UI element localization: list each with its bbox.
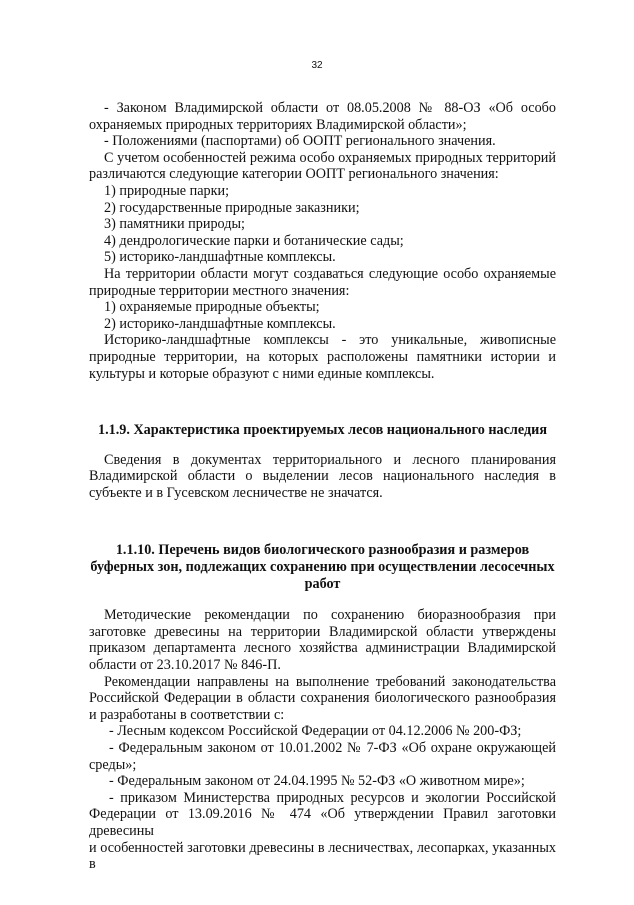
law-item-environment-protection: - Федеральным законом от 10.01.2002 № 7-ФЗ «Об охране окружающей среды»;	[89, 740, 556, 773]
paragraph-local-territories: На территории области могут создаваться следующие особо охраняемые природные территории местного значения:	[89, 265, 556, 299]
paragraph-categories-intro: С учетом особенностей режима особо охраняемых природных территорий различаются следующие категории ООПТ регионального значения:	[89, 149, 556, 183]
paragraph-heritage-forests: Сведения в документах территориального и лесного планирования Владимирской области о выделении лесов национального наследия в субъекте и в Гусевском лесничестве не значатся.	[89, 451, 556, 501]
paragraph-recommendations-purpose: Рекомендации направлены на выполнение требований законодательства Российской Федерации в области сохранения биологического разнообразия и разработаны в соответствии с:	[89, 673, 556, 723]
law-item-forest-code: - Лесным кодексом Российской Федерации от 04.12.2006 № 200-ФЗ;	[109, 723, 522, 740]
list-item: 5) историко-ландшафтные комплексы.	[104, 249, 336, 266]
list-item: 2) историко-ландшафтные комплексы.	[104, 315, 336, 332]
list-item: 3) памятники природы;	[104, 216, 245, 233]
list-item: 2) государственные природные заказники;	[104, 199, 360, 216]
page-number: 32	[311, 60, 323, 71]
paragraph-methodical-recommendations: Методические рекомендации по сохранению биоразнообразия при заготовке древесины на территории Владимирской области утверждены приказом департамента лесного хозяйства администрации Владимирской области от 23.10.2017 № 846-П.	[89, 607, 556, 674]
section-heading-1-1-10: 1.1.10. Перечень видов биологического разнообразия и размеров буферных зон, подлежащих сохранению при осуществлении лесосечных работ	[90, 542, 555, 592]
list-item: 4) дендрологические парки и ботанические сады;	[104, 232, 404, 249]
law-item-passports: - Положениями (паспортами) об ООПТ регионального значения.	[104, 133, 496, 150]
law-item-animal-world: - Федеральным законом от 24.04.1995 № 52-ФЗ «О животном мире»;	[109, 773, 525, 790]
list-item: 1) природные парки;	[104, 182, 230, 199]
law-item-vladimir: - Законом Владимирской области от 08.05.2008 № 88-ОЗ «Об особо охраняемых природных территориях Владимирской области»;	[89, 100, 556, 133]
section-heading-1-1-9: 1.1.9. Характеристика проектируемых лесов национального наследия	[97, 422, 548, 439]
paragraph-complexes-definition: Историко-ландшафтные комплексы - это уникальные, живописные природные территории, на которых расположены памятники истории и культуры и которые образуют с ними единые комплексы.	[89, 332, 556, 382]
law-item-ministry-order: - приказом Министерства природных ресурсов и экологии Российской Федерации от 13.09.2016 № 474 «Об утверждении Правил заготовки древесины	[89, 789, 556, 839]
list-item: 1) охраняемые природные объекты;	[104, 299, 320, 316]
page-body	[89, 100, 556, 873]
law-item-ministry-order-continued: и особенностей заготовки древесины в лесничествах, лесопарках, указанных в	[89, 839, 556, 873]
